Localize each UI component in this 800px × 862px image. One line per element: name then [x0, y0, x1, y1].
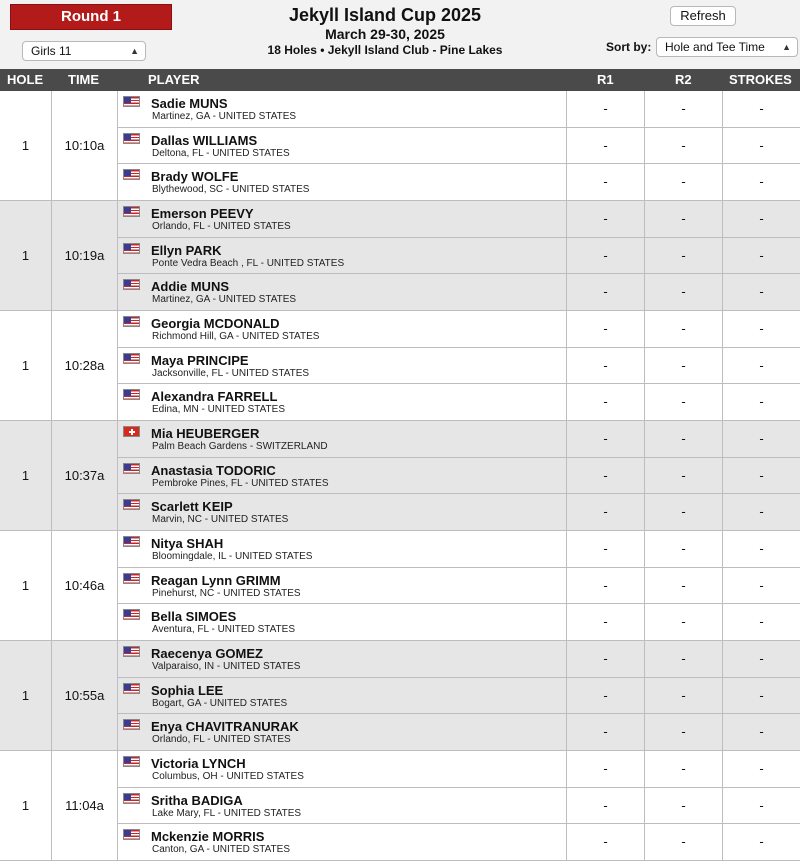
strokes-score: - — [722, 568, 800, 604]
hole-cell: 1 — [0, 91, 52, 200]
top-bar — [0, 0, 800, 69]
r2-score: - — [644, 274, 722, 311]
tee-time-cell: 10:10a — [52, 91, 118, 200]
us-flag-icon — [123, 499, 140, 510]
us-flag-icon — [123, 279, 140, 290]
player-row[interactable] — [118, 678, 800, 715]
player-row[interactable] — [118, 714, 800, 751]
division-selected-value: Girls 11 — [31, 44, 72, 58]
player-location: Richmond Hill, GA - UNITED STATES — [152, 331, 320, 342]
player-location: Marvin, NC - UNITED STATES — [152, 514, 289, 526]
r1-score: - — [566, 201, 644, 237]
tee-time-groups — [0, 91, 800, 861]
player-name[interactable]: Sadie MUNS — [151, 96, 228, 111]
player-row[interactable] — [118, 421, 800, 458]
us-flag-icon — [123, 389, 140, 400]
us-flag-icon — [123, 243, 140, 254]
player-location: Pinehurst, NC - UNITED STATES — [152, 587, 301, 599]
player-row[interactable] — [118, 641, 800, 678]
strokes-score: - — [722, 678, 800, 714]
player-row[interactable] — [118, 604, 800, 641]
select-arrows-icon: ▲ — [782, 42, 791, 52]
player-name[interactable]: Bella SIMOES — [151, 609, 237, 625]
table-header — [0, 69, 800, 91]
us-flag-icon — [123, 463, 140, 474]
r2-score: - — [644, 421, 722, 457]
us-flag-icon — [123, 133, 140, 144]
tee-time-cell: 11:04a — [52, 751, 118, 860]
tournament-course: 18 Holes • Jekyll Island Club - Pine Lakes — [267, 43, 503, 57]
column-header-time[interactable]: TIME — [68, 72, 100, 87]
strokes-score: - — [722, 458, 800, 494]
r1-score: - — [566, 604, 644, 641]
tee-time-group — [0, 311, 800, 421]
player-location: Valparaiso, IN - UNITED STATES — [152, 661, 301, 672]
r2-score: - — [644, 678, 722, 714]
player-name[interactable]: Emerson PEEVY — [151, 206, 254, 221]
us-flag-icon — [123, 169, 140, 180]
r1-score: - — [566, 238, 644, 274]
tee-time-group — [0, 91, 800, 201]
player-name[interactable]: Dallas WILLIAMS — [151, 132, 258, 148]
round-tab[interactable]: Round 1 — [10, 4, 172, 30]
tee-time-group — [0, 531, 800, 641]
us-flag-icon — [123, 756, 140, 767]
r1-score: - — [566, 568, 644, 604]
player-row[interactable] — [118, 311, 800, 348]
r1-score: - — [566, 128, 644, 164]
player-location: Edina, MN - UNITED STATES — [152, 404, 285, 416]
strokes-score: - — [722, 641, 800, 677]
player-location: Columbus, OH - UNITED STATES — [152, 771, 304, 782]
r2-score: - — [644, 384, 722, 421]
strokes-score: - — [722, 421, 800, 457]
r2-score: - — [644, 238, 722, 274]
strokes-score: - — [722, 824, 800, 861]
r1-score: - — [566, 494, 644, 531]
player-location: Jacksonville, FL - UNITED STATES — [152, 367, 310, 379]
player-location: Bloomingdale, IL - UNITED STATES — [152, 551, 313, 562]
player-name[interactable]: Maya PRINCIPE — [151, 352, 249, 368]
player-row[interactable] — [118, 164, 800, 201]
r2-score: - — [644, 568, 722, 604]
us-flag-icon — [123, 206, 140, 217]
strokes-score: - — [722, 494, 800, 531]
player-location: Deltona, FL - UNITED STATES — [152, 147, 290, 159]
r1-score: - — [566, 91, 644, 127]
player-row[interactable] — [118, 568, 800, 605]
player-location: Orlando, FL - UNITED STATES — [152, 734, 291, 746]
r1-score: - — [566, 421, 644, 457]
r1-score: - — [566, 531, 644, 567]
us-flag-icon — [123, 719, 140, 730]
player-location: Lake Mary, FL - UNITED STATES — [152, 807, 302, 819]
r1-score: - — [566, 824, 644, 861]
player-row[interactable] — [118, 751, 800, 788]
player-row[interactable] — [118, 91, 800, 128]
tee-time-cell: 10:37a — [52, 421, 118, 530]
column-header-player[interactable]: PLAYER — [148, 72, 200, 87]
strokes-score: - — [722, 164, 800, 201]
player-location: Orlando, FL - UNITED STATES — [152, 221, 291, 232]
sort-select[interactable] — [656, 37, 798, 57]
hole-cell: 1 — [0, 531, 52, 640]
sort-selected-value: Hole and Tee Time — [665, 40, 765, 54]
us-flag-icon — [123, 96, 140, 107]
player-name[interactable]: Enya CHAVITRANURAK — [151, 719, 299, 735]
tournament-title: Jekyll Island Cup 2025 — [288, 5, 482, 25]
player-name[interactable]: Georgia MCDONALD — [151, 316, 280, 331]
strokes-score: - — [722, 714, 800, 751]
strokes-score: - — [722, 274, 800, 311]
tournament-info — [180, 4, 590, 58]
strokes-score: - — [722, 751, 800, 787]
tee-time-group — [0, 751, 800, 861]
player-row[interactable] — [118, 531, 800, 568]
select-arrows-icon: ▲ — [130, 46, 139, 56]
hole-cell: 1 — [0, 421, 52, 530]
r2-score: - — [644, 128, 722, 164]
r2-score: - — [644, 788, 722, 824]
player-row[interactable] — [118, 238, 800, 275]
r2-score: - — [644, 824, 722, 861]
player-name[interactable]: Ellyn PARK — [151, 242, 222, 258]
r2-score: - — [644, 714, 722, 751]
player-row[interactable] — [118, 274, 800, 311]
player-location: Bogart, GA - UNITED STATES — [152, 697, 288, 709]
tee-time-cell: 10:46a — [52, 531, 118, 640]
r1-score: - — [566, 274, 644, 311]
strokes-score: - — [722, 348, 800, 384]
tee-time-cell: 10:19a — [52, 201, 118, 310]
column-header-r1[interactable]: R1 — [597, 72, 614, 87]
player-location: Martinez, GA - UNITED STATES — [152, 294, 297, 306]
strokes-score: - — [722, 384, 800, 421]
player-row[interactable] — [118, 788, 800, 825]
refresh-button[interactable]: Refresh — [670, 6, 736, 26]
us-flag-icon — [123, 536, 140, 547]
strokes-score: - — [722, 788, 800, 824]
player-name[interactable]: Addie MUNS — [151, 279, 229, 295]
r2-score: - — [644, 751, 722, 787]
column-header-hole[interactable]: HOLE — [7, 72, 44, 87]
r1-score: - — [566, 641, 644, 677]
hole-cell: 1 — [0, 311, 52, 420]
tee-time-cell: 10:55a — [52, 641, 118, 750]
tournament-dates: March 29-30, 2025 — [325, 26, 445, 42]
player-location: Martinez, GA - UNITED STATES — [152, 111, 297, 122]
player-name[interactable]: Anastasia TODORIC — [151, 462, 276, 478]
r1-score: - — [566, 458, 644, 494]
strokes-score: - — [722, 604, 800, 641]
player-row[interactable] — [118, 824, 800, 861]
tee-time-group — [0, 421, 800, 531]
swiss-flag-icon — [123, 426, 140, 437]
tee-time-cell: 10:28a — [52, 311, 118, 420]
division-select[interactable] — [22, 41, 146, 61]
us-flag-icon — [123, 316, 140, 327]
hole-cell: 1 — [0, 201, 52, 310]
r1-score: - — [566, 751, 644, 787]
r2-score: - — [644, 604, 722, 641]
player-row[interactable] — [118, 494, 800, 531]
tee-time-group — [0, 201, 800, 311]
player-name[interactable]: Scarlett KEIP — [151, 499, 233, 515]
player-name[interactable]: Victoria LYNCH — [151, 756, 246, 771]
player-location: Palm Beach Gardens - SWITZERLAND — [152, 441, 328, 452]
player-location: Blythewood, SC - UNITED STATES — [152, 184, 310, 196]
player-name[interactable]: Sritha BADIGA — [151, 792, 243, 808]
r2-score: - — [644, 531, 722, 567]
player-name[interactable]: Nitya SHAH — [151, 536, 224, 551]
player-row[interactable] — [118, 128, 800, 165]
us-flag-icon — [123, 683, 140, 694]
player-name[interactable]: Mia HEUBERGER — [151, 426, 260, 441]
us-flag-icon — [123, 646, 140, 657]
strokes-score: - — [722, 201, 800, 237]
column-header-strokes[interactable]: STROKES — [729, 72, 792, 87]
r2-score: - — [644, 348, 722, 384]
r1-score: - — [566, 164, 644, 201]
hole-cell: 1 — [0, 641, 52, 750]
r2-score: - — [644, 458, 722, 494]
player-row[interactable] — [118, 384, 800, 421]
strokes-score: - — [722, 311, 800, 347]
player-location: Canton, GA - UNITED STATES — [152, 844, 290, 856]
player-row[interactable] — [118, 458, 800, 495]
us-flag-icon — [123, 573, 140, 584]
player-name[interactable]: Sophia LEE — [151, 682, 224, 698]
tee-time-group — [0, 641, 800, 751]
r2-score: - — [644, 641, 722, 677]
r2-score: - — [644, 311, 722, 347]
r2-score: - — [644, 164, 722, 201]
player-name[interactable]: Mckenzie MORRIS — [151, 829, 265, 845]
player-name[interactable]: Reagan Lynn GRIMM — [151, 572, 281, 588]
us-flag-icon — [123, 829, 140, 840]
r1-score: - — [566, 678, 644, 714]
us-flag-icon — [123, 609, 140, 620]
r2-score: - — [644, 201, 722, 237]
player-row[interactable] — [118, 348, 800, 385]
strokes-score: - — [722, 91, 800, 127]
player-name[interactable]: Brady WOLFE — [151, 169, 239, 185]
r1-score: - — [566, 311, 644, 347]
r2-score: - — [644, 494, 722, 531]
player-location: Pembroke Pines, FL - UNITED STATES — [152, 477, 329, 489]
player-location: Aventura, FL - UNITED STATES — [152, 624, 295, 636]
player-row[interactable] — [118, 201, 800, 238]
r1-score: - — [566, 384, 644, 421]
r1-score: - — [566, 788, 644, 824]
player-name[interactable]: Raecenya GOMEZ — [151, 646, 263, 661]
us-flag-icon — [123, 353, 140, 364]
r1-score: - — [566, 714, 644, 751]
r1-score: - — [566, 348, 644, 384]
player-location: Ponte Vedra Beach , FL - UNITED STATES — [152, 257, 345, 269]
us-flag-icon — [123, 793, 140, 804]
column-header-r2[interactable]: R2 — [675, 72, 692, 87]
strokes-score: - — [722, 238, 800, 274]
strokes-score: - — [722, 531, 800, 567]
player-name[interactable]: Alexandra FARRELL — [151, 389, 278, 405]
r2-score: - — [644, 91, 722, 127]
sort-label: Sort by: — [606, 40, 652, 54]
hole-cell: 1 — [0, 751, 52, 860]
strokes-score: - — [722, 128, 800, 164]
